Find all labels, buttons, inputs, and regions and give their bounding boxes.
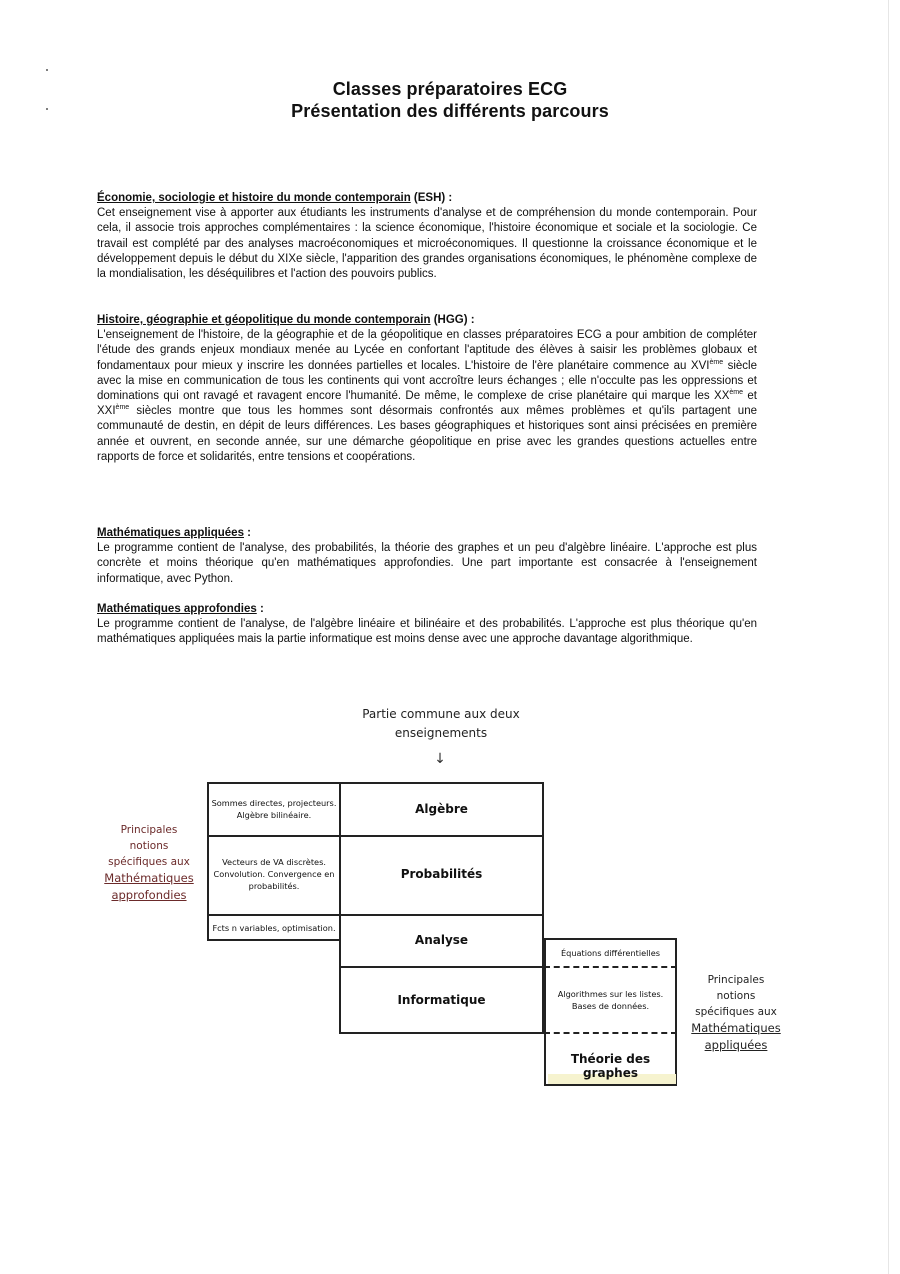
section-heading bbox=[97, 602, 757, 617]
section-heading-tag: (HGG) : bbox=[430, 314, 475, 326]
cell-algebre-specific: Sommes directes, projecteurs. Algèbre bilinéaire. bbox=[211, 798, 337, 820]
note-appliquees bbox=[688, 972, 784, 1054]
superscript: ème bbox=[709, 358, 724, 366]
note-link-text: Mathématiques approfondies bbox=[104, 871, 194, 902]
note-text: Principales notions spécifiques aux bbox=[108, 824, 190, 868]
section-heading bbox=[97, 191, 757, 206]
divider-line bbox=[207, 835, 341, 837]
note-approfondies bbox=[103, 822, 195, 904]
section-esh bbox=[97, 191, 757, 282]
cell-probabilites: Probabilités bbox=[400, 867, 483, 881]
section-body bbox=[97, 328, 757, 465]
superscript: ème bbox=[115, 404, 130, 412]
section-body: Cet enseignement vise à apporter aux étudiants les instruments d'analyse et de compréhension du monde contemporain. Pour cela, il associe trois approches complémentaires : la science économique, l'histoire économique et sociale et la sociologie. Ce travail est complété par des analyses macroéconomiques et microéconomiques. Il questionne la croissance économique et le développement depuis le début du XIXe siècle, l'apparition des grandes organisations économiques, le phénomène complexe de la mondialisation, les déséquilibres et l'action des pouvoirs publics. bbox=[97, 207, 757, 281]
scan-speck bbox=[46, 69, 48, 71]
cell-equations: Équations différentielles bbox=[560, 948, 661, 958]
dashed-separator bbox=[544, 1032, 677, 1034]
superscript: ème bbox=[729, 389, 743, 397]
divider-line bbox=[207, 939, 341, 941]
arrow-down-icon: ↓ bbox=[434, 751, 446, 767]
section-heading-text: Économie, sociologie et histoire du monde contemporain bbox=[97, 192, 411, 204]
section-maths-appliquees bbox=[97, 526, 757, 587]
cell-graphes: Théorie des graphes bbox=[570, 1052, 651, 1080]
dashed-separator bbox=[544, 966, 677, 968]
section-body: Le programme contient de l'analyse, de l'algèbre linéaire et bilinéaire et des probabilités. L'approche est plus théorique qu'en mathématiques appliquées mais la partie informatique est moins dense avec une approche davantage algorithmique. bbox=[97, 618, 757, 646]
divider-line bbox=[339, 835, 544, 837]
body-text: siècle avec la mise en communication de tous les continents qui vont accroître leurs échanges ; elle n'occulte pas les oppressions et dominations qui ont ravagé et ravagent encore l'humanité. De même, le complexe de crise planétaire qui marque les XX bbox=[97, 359, 757, 403]
section-maths-approfondies bbox=[97, 602, 757, 648]
section-heading-tag: : bbox=[256, 603, 264, 615]
body-text: L'enseignement de l'histoire, de la géographie et de la géopolitique en classes préparatoires ECG a pour ambition de compléter l'étude des grands enjeux mondiaux menée au Lycée en confortant l'aptitude des élèves à saisir les problèmes globaux et fondamentaux pour mieux y inscrire les données partielles et locales. L'histoire de l'ère planétaire commence au XVI bbox=[97, 329, 757, 372]
section-body: Le programme contient de l'analyse, des probabilités, la théorie des graphes et un peu d'algèbre linéaire. L'approche est plus concrète et moins théorique qu'en mathématiques approfondies. Une part importante est consacrée à l'enseignement informatique, avec Python. bbox=[97, 542, 757, 585]
divider-line bbox=[207, 914, 341, 916]
section-heading-tag: (ESH) : bbox=[410, 192, 453, 204]
section-hgg bbox=[97, 313, 757, 465]
document-title: Classes préparatoires ECG bbox=[332, 79, 568, 99]
divider-line bbox=[339, 914, 544, 916]
note-link-text: Mathématiques appliquées bbox=[691, 1021, 781, 1052]
dashed-separator bbox=[542, 938, 544, 1034]
body-text: et XXI bbox=[97, 390, 757, 418]
cell-analyse-specific: Fcts n variables, optimisation. bbox=[212, 923, 336, 933]
cell-probabilites-specific: Vecteurs de VA discrètes. Convolution. Convergence en probabilités. bbox=[213, 857, 335, 891]
section-heading-text: Mathématiques approfondies bbox=[97, 603, 257, 615]
section-heading bbox=[97, 526, 757, 541]
cell-algorithmes: Algorithmes sur les listes. Bases de données. bbox=[557, 989, 664, 1011]
body-text: siècles montre que tous les hommes sont désormais confrontés aux mêmes problèmes et qu'ils partagent une communauté de destin, en dépit de leurs différences. Les bases géographiques et historiques sont ainsi précisées en première année et ouvrent, en seconde année, sur une démarche géopolitique en prise avec les grandes questions actuelles entre rapports de force et solidarités, entre tensions et coopérations. bbox=[97, 405, 757, 463]
section-heading-tag: : bbox=[243, 527, 252, 539]
common-part-label: Partie commune aux deux enseignements bbox=[362, 707, 520, 740]
cell-algebre: Algèbre bbox=[415, 802, 468, 816]
cell-analyse: Analyse bbox=[414, 933, 469, 947]
section-heading-text: Mathématiques appliquées bbox=[97, 527, 244, 539]
divider-line bbox=[207, 782, 341, 784]
document-subtitle: Présentation des différents parcours bbox=[291, 101, 609, 121]
divider-line bbox=[339, 966, 544, 968]
note-text: Principales notions spécifiques aux bbox=[695, 974, 777, 1018]
scan-edge-line bbox=[888, 0, 889, 1274]
section-heading bbox=[97, 313, 757, 328]
section-heading-text: Histoire, géographie et géopolitique du monde contemporain bbox=[97, 314, 431, 326]
cell-informatique: Informatique bbox=[397, 993, 486, 1007]
